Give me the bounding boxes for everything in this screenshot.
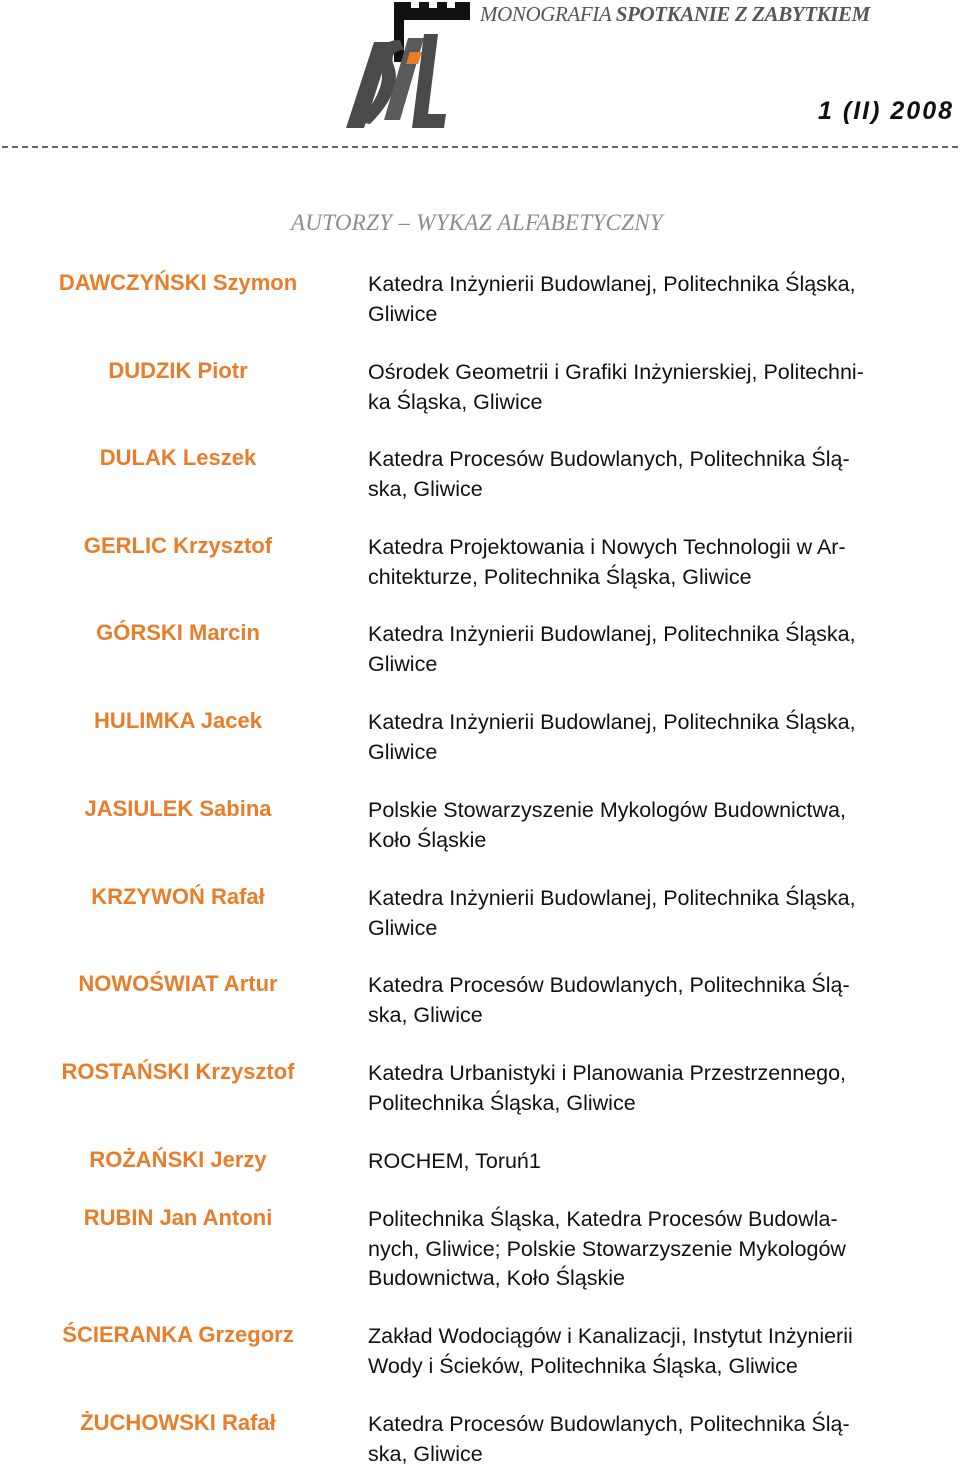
affiliation-line: Politechnika Śląska, Gliwice xyxy=(368,1089,948,1119)
affiliation-line: Katedra Inżynierii Budowlanej, Politechnika Śląska, xyxy=(368,620,948,650)
series-title-bold: SPOTKANIE Z ZABYTKIEM xyxy=(616,2,870,26)
affiliation-line: Katedra Inżynierii Budowlanej, Politechnika Śląska, xyxy=(368,884,948,914)
affiliation-line: Katedra Projektowania i Nowych Technologii w Ar- xyxy=(368,533,948,563)
affiliation-line: Zakład Wodociągów i Kanalizacji, Instytut Inżynierii xyxy=(368,1322,948,1352)
author-name: DAWCZYŃSKI Szymon xyxy=(0,270,356,296)
page-header xyxy=(0,0,960,150)
author-affiliation xyxy=(368,1147,948,1177)
author-affiliation xyxy=(368,796,948,855)
author-affiliation xyxy=(368,884,948,943)
affiliation-line: ROCHEM, Toruń1 xyxy=(368,1147,948,1177)
author-affiliation xyxy=(368,1205,948,1294)
author-name: ŚCIERANKA Grzegorz xyxy=(0,1322,356,1348)
journal-logo xyxy=(334,0,484,132)
author-affiliation xyxy=(368,270,948,329)
affiliation-line: ka Śląska, Gliwice xyxy=(368,388,948,418)
author-affiliation xyxy=(368,445,948,504)
author-name: DULAK Leszek xyxy=(0,445,356,471)
affiliation-line: Ośrodek Geometrii i Grafiki Inżynierskiej, Politechni- xyxy=(368,358,948,388)
affiliation-line: Wody i Ścieków, Politechnika Śląska, Gliwice xyxy=(368,1352,948,1382)
author-affiliation xyxy=(368,620,948,679)
author-affiliation xyxy=(368,1322,948,1381)
affiliation-line: Budownictwa, Koło Śląskie xyxy=(368,1264,948,1294)
author-name: JASIULEK Sabina xyxy=(0,796,356,822)
author-name: HULIMKA Jacek xyxy=(0,708,356,734)
affiliation-line: Katedra Inżynierii Budowlanej, Politechnika Śląska, xyxy=(368,270,948,300)
affiliation-line: Katedra Procesów Budowlanych, Politechnika Ślą- xyxy=(368,1410,948,1440)
author-name: GÓRSKI Marcin xyxy=(0,620,356,646)
affiliation-line: Polskie Stowarzyszenie Mykologów Budownictwa, xyxy=(368,796,948,826)
issue-number: 1 (II) 2008 xyxy=(818,97,954,126)
author-name: DUDZIK Piotr xyxy=(0,358,356,384)
author-affiliation xyxy=(368,971,948,1030)
author-name: NOWOŚWIAT Artur xyxy=(0,971,356,997)
affiliation-line: nych, Gliwice; Polskie Stowarzyszenie Mykologów xyxy=(368,1235,948,1265)
author-name: ŻUCHOWSKI Rafał xyxy=(0,1410,356,1436)
affiliation-line: Gliwice xyxy=(368,300,948,330)
author-affiliation xyxy=(368,708,948,767)
author-affiliation xyxy=(368,358,948,417)
affiliation-line: chitekturze, Politechnika Śląska, Gliwice xyxy=(368,563,948,593)
section-title: AUTORZY – WYKAZ ALFABETYCZNY xyxy=(0,210,954,236)
affiliation-line: Koło Śląskie xyxy=(368,826,948,856)
author-affiliation xyxy=(368,533,948,592)
author-name: ROŻAŃSKI Jerzy xyxy=(0,1147,356,1173)
affiliation-line: Gliwice xyxy=(368,650,948,680)
header-divider xyxy=(2,146,958,148)
author-name: ROSTAŃSKI Krzysztof xyxy=(0,1059,356,1085)
affiliation-line: Katedra Urbanistyki i Planowania Przestrzennego, xyxy=(368,1059,948,1089)
series-title-regular: MONOGRAFIA xyxy=(480,2,616,26)
author-name: KRZYWOŃ Rafał xyxy=(0,884,356,910)
affiliation-line: Gliwice xyxy=(368,914,948,944)
author-name: GERLIC Krzysztof xyxy=(0,533,356,559)
author-affiliation xyxy=(368,1059,948,1118)
affiliation-line: Katedra Procesów Budowlanych, Politechnika Ślą- xyxy=(368,971,948,1001)
affiliation-line: ska, Gliwice xyxy=(368,1440,948,1469)
affiliation-line: Katedra Inżynierii Budowlanej, Politechnika Śląska, xyxy=(368,708,948,738)
affiliation-line: ska, Gliwice xyxy=(368,1001,948,1031)
affiliation-line: Gliwice xyxy=(368,738,948,768)
author-name: RUBIN Jan Antoni xyxy=(0,1205,356,1231)
series-title xyxy=(480,2,870,27)
affiliation-line: Katedra Procesów Budowlanych, Politechnika Ślą- xyxy=(368,445,948,475)
affiliation-line: Politechnika Śląska, Katedra Procesów Budowla- xyxy=(368,1205,948,1235)
author-affiliation xyxy=(368,1410,948,1469)
affiliation-line: ska, Gliwice xyxy=(368,475,948,505)
